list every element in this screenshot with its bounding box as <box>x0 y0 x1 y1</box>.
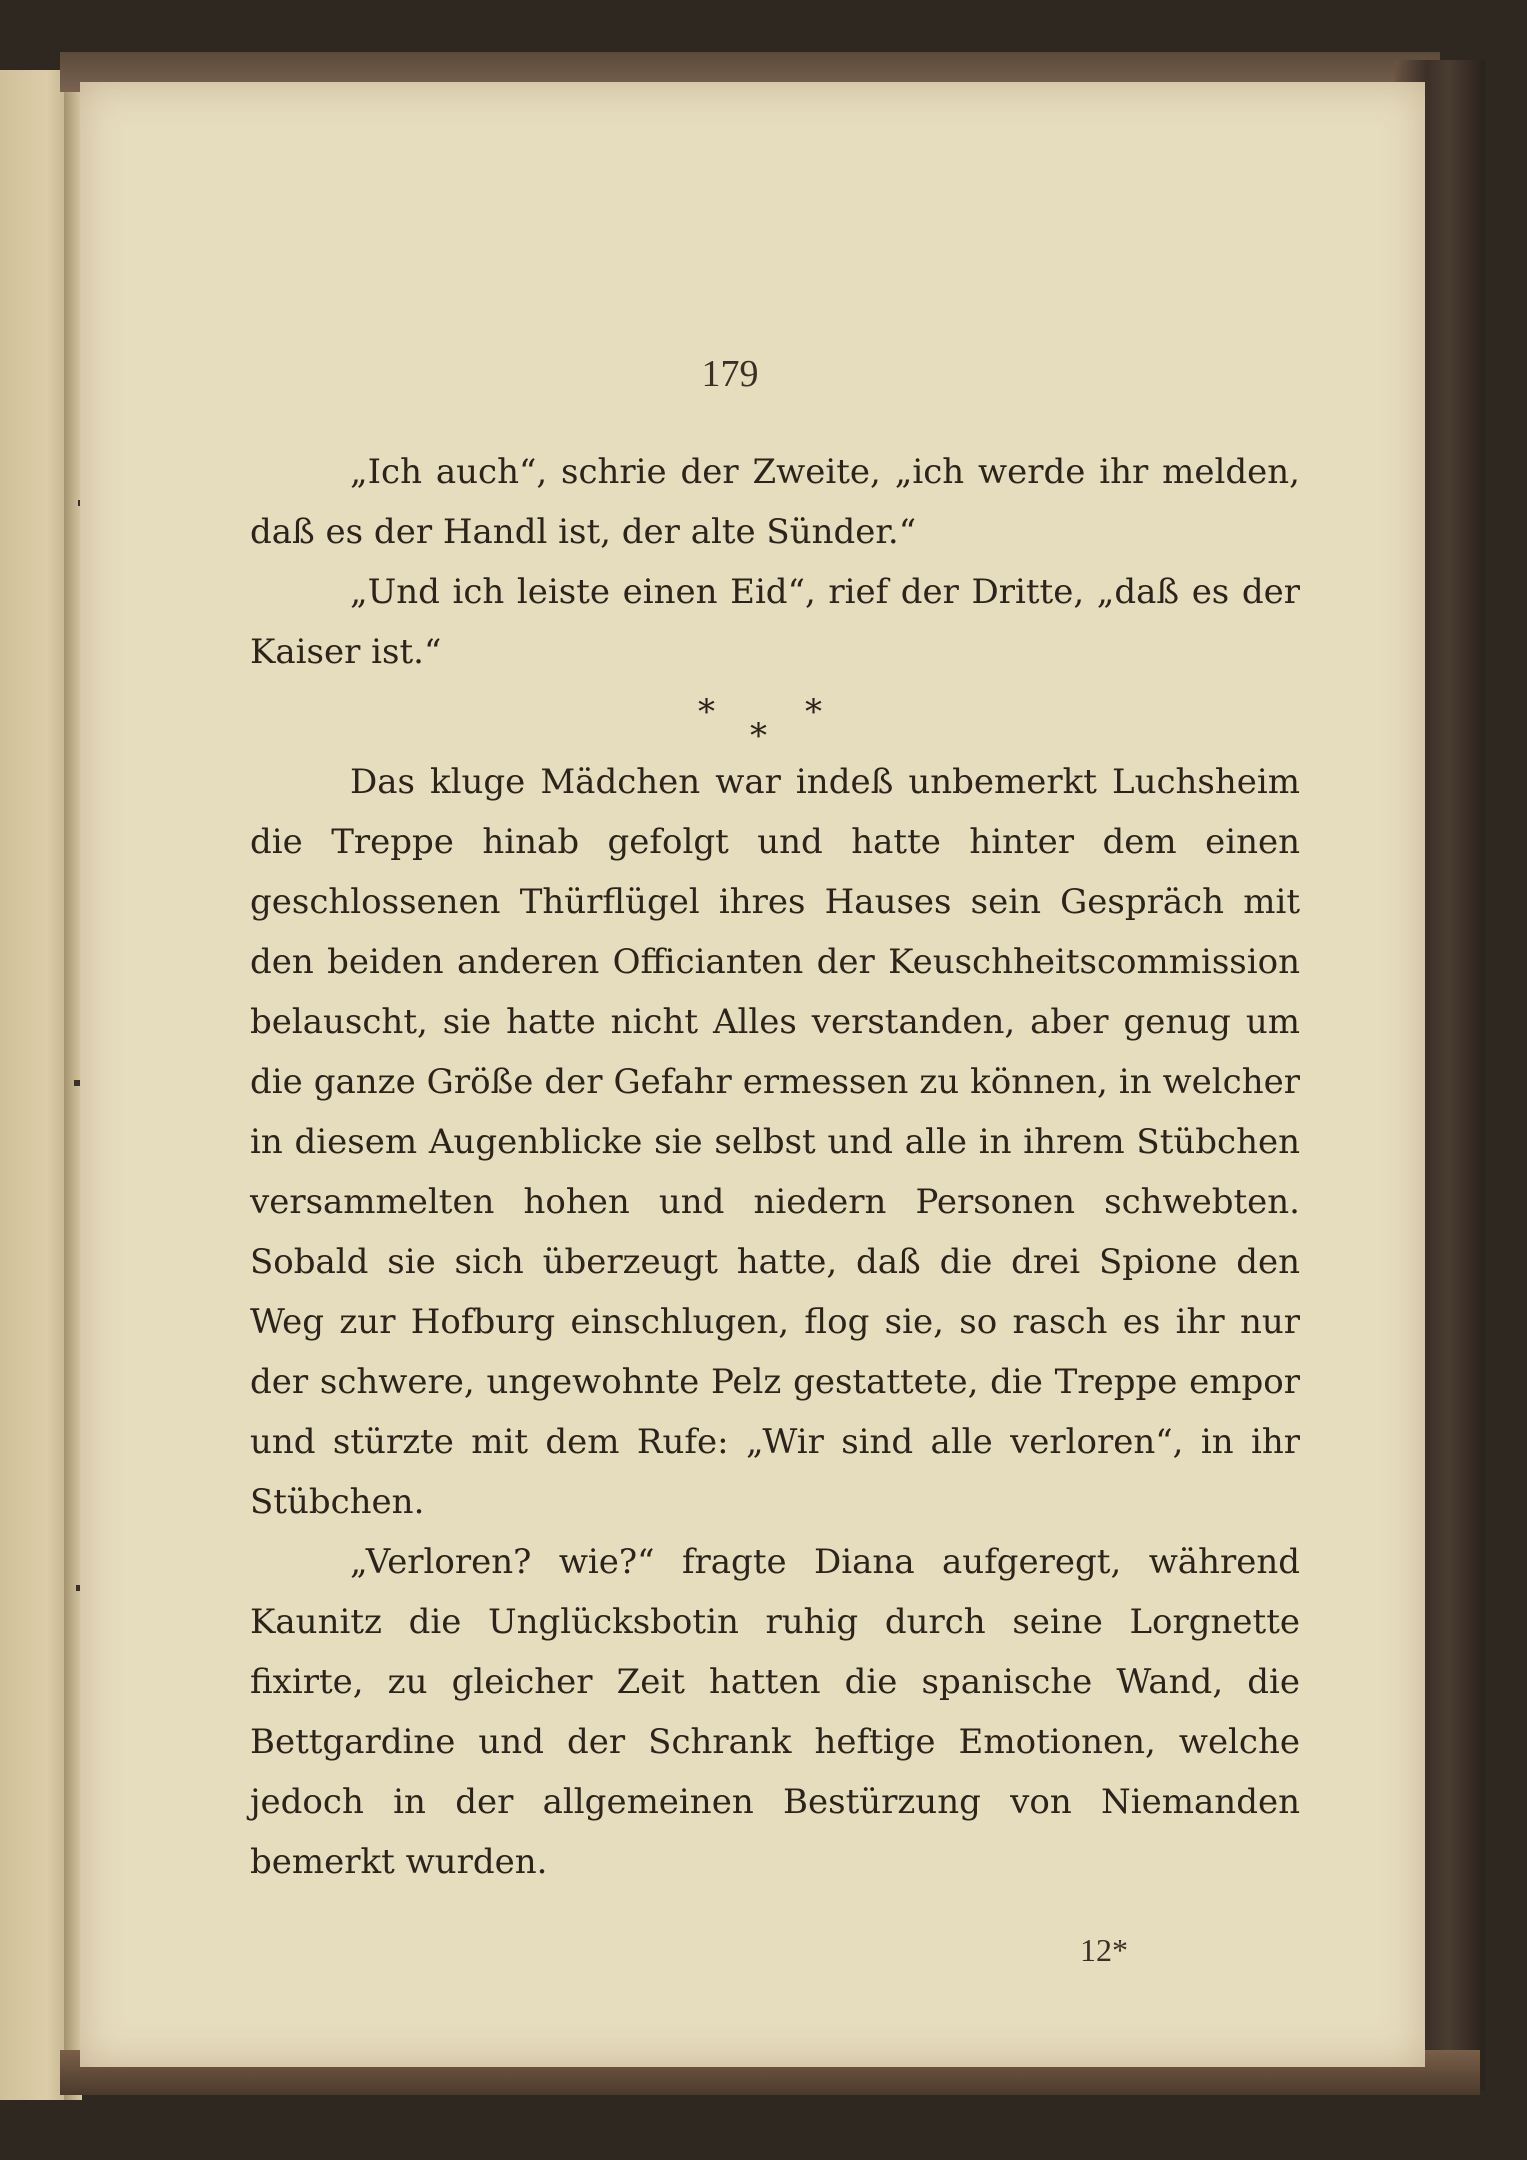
asterisk: * <box>750 716 767 756</box>
printer-signature-mark: 12* <box>1080 1932 1128 1968</box>
paragraph: Das kluge Mädchen war indeß unbemerkt Luchsheim die Treppe hinab gefolgt und hatte hinter dem einen geschlossenen Thürflügel ihres Hauses sein Gespräch mit den beiden anderen Officianten der Keuschheitscommission belauscht, sie hatte nicht Alles verstanden, aber genug um die ganze Größe der Gefahr ermessen zu können, in welcher in diesem Augenblicke sie selbst und alle in ihrem Stübchen versammelten hohen und niedern Personen schwebten. Sobald sie sich überzeugt hatte, daß die drei Spione den Weg zur Hofburg einschlugen, flog sie, so rasch es ihr nur der schwere, ungewohnte Pelz gestattete, die Treppe empor und stürzte mit dem Rufe: „Wir sind alle verloren“, in ihr Stübchen. <box>250 762 1300 1522</box>
page-number: 179 <box>701 353 759 395</box>
book-page <box>80 82 1425 2067</box>
paragraph: „Und ich leiste einen Eid“, rief der Dritte, „daß es der Kaiser ist.“ <box>250 572 1300 672</box>
asterisk: * <box>698 692 715 732</box>
paragraph: „Verloren? wie?“ fragte Diana aufgeregt, während Kaunitz die Unglücksbotin ruhig durch seine Lorgnette fixirte, zu gleicher Zeit hatten die spanische Wand, die Bettgardine und der Schrank heftige Emotionen, welche jedoch in der allgemeinen Bestürzung von Niemanden bemerkt wurden. <box>250 1542 1300 1882</box>
asterisk: * <box>805 692 822 732</box>
body-text <box>250 442 1300 1892</box>
section-break-asterism <box>250 682 1300 756</box>
paragraph: „Ich auch“, schrie der Zweite, „ich werde ihr melden, daß es der Handl ist, der alte Sünder.“ <box>250 452 1300 552</box>
